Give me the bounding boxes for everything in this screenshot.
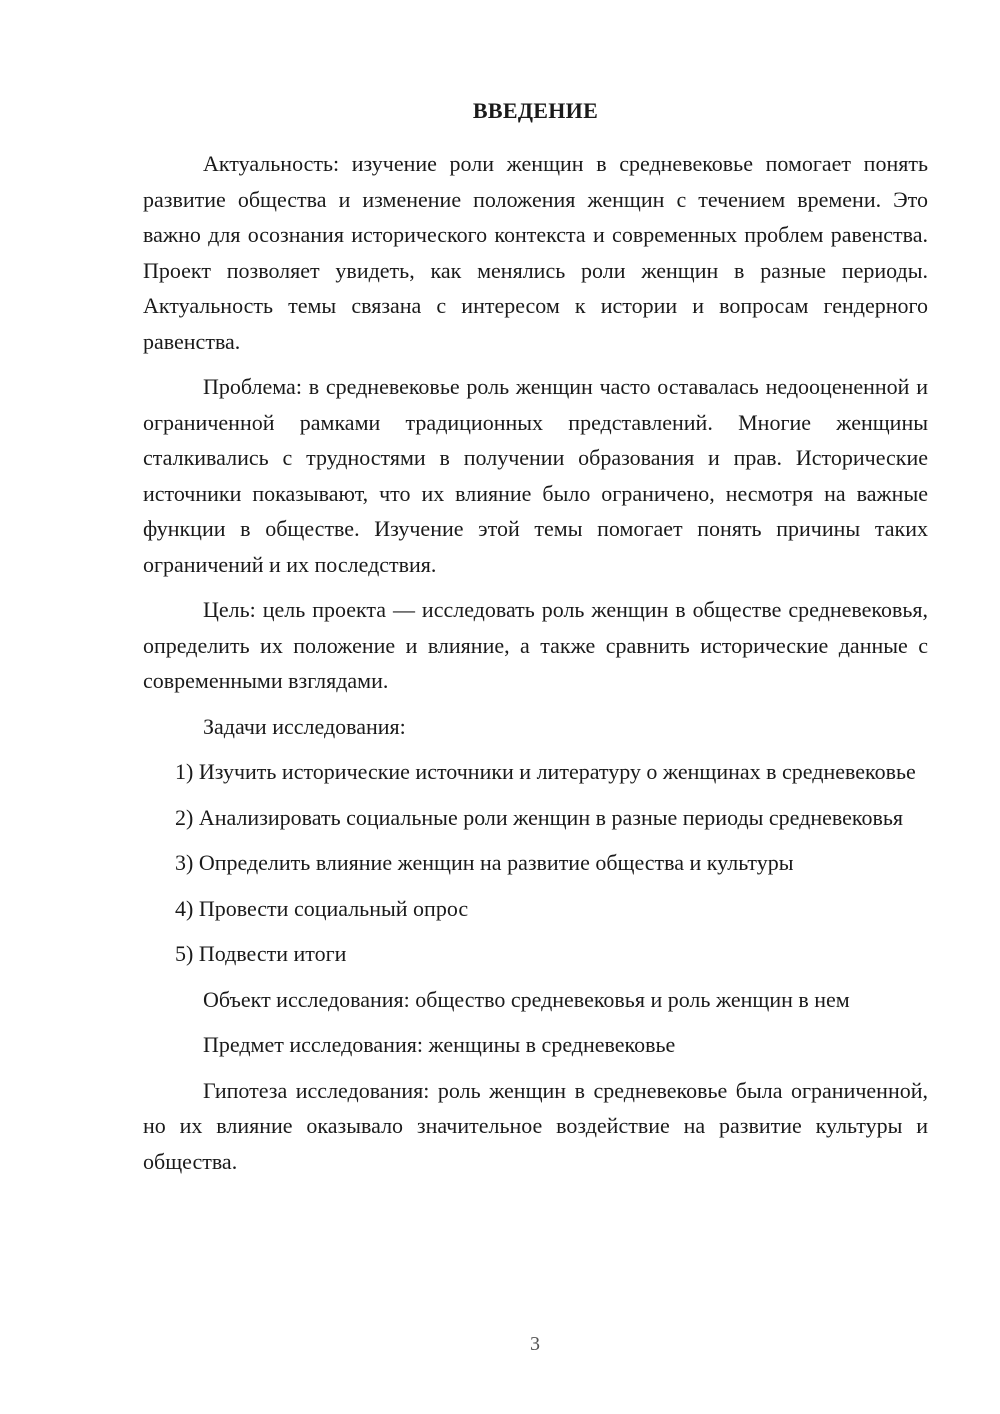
task-item-1: 1) Изучить исторические источники и литературу о женщинах в средневековье [175,759,916,784]
subject-paragraph: Предмет исследования: женщины в средневековье [203,1032,676,1057]
task-item-5: 5) Подвести итоги [175,941,347,966]
object-paragraph: Объект исследования: общество средневековья и роль женщин в нем [203,986,850,1012]
page-title: ВВЕДЕНИЕ [472,98,599,123]
goal-paragraph: Цель: цель проекта — исследовать роль женщин в обществе средневековья, определить их положение и влияние, а также сравнить исторические данные с современными взглядами. [143,597,928,693]
task-item-4: 4) Провести социальный опрос [175,895,469,921]
tasks-heading: Задачи исследования: [203,713,406,739]
task-item-3: 3) Определить влияние женщин на развитие общества и культуры [175,850,794,875]
task-item-2: 2) Анализировать социальные роли женщин в разные периоды средневековья [175,804,904,830]
hypothesis-paragraph: Гипотеза исследования: роль женщин в средневековье была ограниченной, но их влияние оказывало значительное воздействие на развитие культуры и общества. [143,1077,928,1174]
page-number: 3 [530,1333,540,1355]
problem-paragraph: Проблема: в средневековье роль женщин часто оставалась недооцененной и ограниченной рамками традиционных представлений. Многие женщины сталкивались с трудностями в получении образования и прав. Исторические источники показывают, что их влияние было ограничено, несмотря на важные функции в обществе. Изучение этой темы помогает понять причины таких ограничений и их последствия. [143,374,928,577]
relevance-paragraph: Актуальность: изучение роли женщин в средневековье помогает понять развитие общества и изменение положения женщин с течением времени. Это важно для осознания исторического контекста и современных проблем равенства. Проект позволяет увидеть, как менялись роли женщин в разные периоды. Актуальность темы связана с интересом к истории и вопросам гендерного равенства. [143,151,928,354]
page-content [143,95,928,1179]
